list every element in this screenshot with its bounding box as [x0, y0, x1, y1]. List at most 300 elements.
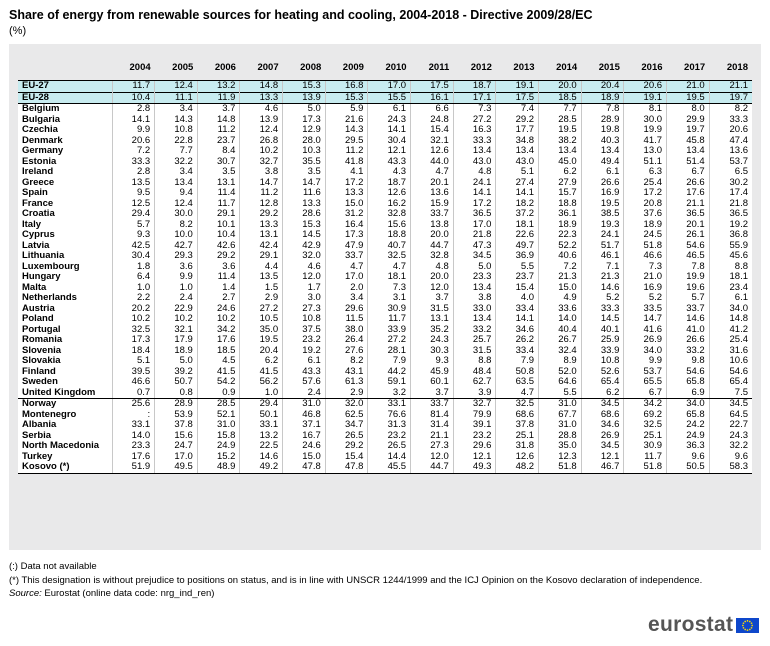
value-cell: 42.6 [197, 241, 240, 252]
value-cell: 26.7 [539, 335, 582, 346]
flag-star [742, 624, 744, 626]
row-label: Estonia [22, 156, 57, 167]
value-cell: 48.9 [197, 462, 240, 473]
table-row [18, 452, 752, 463]
value-cell: 21.8 [453, 230, 496, 241]
value-cell: 20.1 [411, 178, 454, 189]
value-cell: 65.4 [581, 377, 624, 388]
value-cell: 49.7 [496, 241, 539, 252]
value-cell: 5.1 [112, 356, 155, 367]
value-cell: 21.0 [667, 81, 710, 93]
table-row [18, 346, 752, 357]
value-cell: 34.8 [496, 136, 539, 147]
value-cell: 3.5 [283, 167, 326, 178]
value-cell: 26.1 [667, 230, 710, 241]
row-label: Albania [22, 420, 57, 430]
flag-star [745, 620, 747, 622]
value-cell: 20.0 [411, 230, 454, 241]
value-cell: 51.9 [112, 462, 155, 473]
value-cell: 0.8 [155, 388, 198, 399]
value-cell: 18.1 [709, 272, 752, 283]
value-cell: 29.4 [240, 399, 283, 410]
value-cell: 23.2 [453, 431, 496, 442]
value-cell: 32.5 [112, 325, 155, 336]
value-cell: 28.5 [197, 399, 240, 410]
column-header: 2011 [411, 56, 454, 81]
value-cell: 2.7 [197, 293, 240, 304]
flag-star [743, 622, 745, 624]
table-row [18, 251, 752, 262]
value-cell: 21.3 [581, 272, 624, 283]
value-cell: 20.4 [581, 81, 624, 93]
flag-star [747, 629, 749, 631]
value-cell: 24.2 [667, 420, 710, 431]
value-cell: 33.9 [581, 346, 624, 357]
table-header-row [18, 56, 752, 81]
value-cell: 26.4 [325, 335, 368, 346]
value-cell: 13.4 [453, 283, 496, 294]
flag-star [749, 620, 751, 622]
value-cell: 19.3 [581, 220, 624, 231]
value-cell: 26.6 [667, 178, 710, 189]
value-cell: 11.7 [368, 314, 411, 325]
value-cell: 60.1 [411, 377, 454, 388]
value-cell: 31.5 [411, 304, 454, 315]
value-cell: 22.9 [155, 304, 198, 315]
value-cell: 13.4 [667, 146, 710, 157]
value-cell: 13.4 [539, 146, 582, 157]
value-cell: 13.2 [240, 431, 283, 442]
value-cell: 18.8 [539, 199, 582, 210]
value-cell: 51.1 [624, 157, 667, 168]
column-header: 2018 [709, 56, 752, 81]
value-cell: 9.3 [112, 230, 155, 241]
value-cell: 18.1 [496, 220, 539, 231]
value-cell: 32.7 [240, 157, 283, 168]
value-cell: 13.9 [283, 92, 326, 104]
value-cell: 5.7 [112, 220, 155, 231]
value-cell: 7.5 [709, 388, 752, 399]
value-cell: 45.5 [368, 462, 411, 473]
value-cell: 23.4 [709, 283, 752, 294]
value-cell: 36.5 [709, 209, 752, 220]
value-cell: 44.0 [411, 157, 454, 168]
value-cell: 7.7 [539, 104, 582, 115]
value-cell: 14.1 [496, 314, 539, 325]
value-cell: 10.2 [112, 314, 155, 325]
value-cell: 51.7 [581, 241, 624, 252]
value-cell: 41.5 [240, 367, 283, 378]
table-row [18, 157, 752, 168]
column-header: 2016 [624, 56, 667, 81]
table-row [18, 104, 752, 115]
value-cell: 19.2 [283, 346, 326, 357]
value-cell: 39.1 [453, 420, 496, 431]
value-cell: 50.5 [667, 462, 710, 473]
value-cell: 19.1 [496, 81, 539, 93]
value-cell: 26.9 [581, 431, 624, 442]
value-cell: 46.1 [581, 251, 624, 262]
value-cell: 17.6 [197, 335, 240, 346]
value-cell: 79.9 [453, 410, 496, 421]
value-cell: 18.9 [624, 220, 667, 231]
value-cell: 15.0 [539, 283, 582, 294]
value-cell: 65.5 [624, 377, 667, 388]
value-cell: 8.9 [539, 356, 582, 367]
value-cell: 24.1 [581, 230, 624, 241]
table-row [18, 420, 752, 431]
value-cell: 10.3 [283, 146, 326, 157]
value-cell: 18.1 [368, 272, 411, 283]
value-cell: 7.7 [155, 146, 198, 157]
value-cell: 13.3 [325, 188, 368, 199]
value-cell: 8.8 [709, 262, 752, 273]
value-cell: 35.2 [411, 325, 454, 336]
value-cell: 7.9 [368, 356, 411, 367]
value-cell: 30.0 [624, 115, 667, 126]
value-cell: 49.4 [581, 157, 624, 168]
value-cell: 40.7 [368, 241, 411, 252]
value-cell: 0.9 [197, 388, 240, 399]
value-cell: 3.1 [368, 293, 411, 304]
value-cell: 12.1 [453, 452, 496, 463]
value-cell: 51.8 [539, 462, 582, 473]
value-cell: 2.8 [112, 104, 155, 115]
value-cell: 53.7 [624, 367, 667, 378]
flag-star [743, 626, 745, 628]
value-cell: 32.1 [155, 325, 198, 336]
eurostat-logo [648, 613, 759, 637]
row-label: Czechia [22, 125, 58, 135]
table-row [18, 283, 752, 294]
value-cell: 45.0 [539, 157, 582, 168]
value-cell: 19.5 [240, 335, 283, 346]
value-cell: 27.4 [496, 178, 539, 189]
value-cell: 2.4 [155, 293, 198, 304]
value-cell: 47.4 [709, 136, 752, 147]
value-cell: 42.9 [283, 241, 326, 252]
value-cell: 17.2 [325, 178, 368, 189]
row-label: Montenegro [22, 409, 77, 420]
value-cell: 51.4 [667, 157, 710, 168]
value-cell: 15.6 [368, 220, 411, 231]
value-cell: 18.7 [453, 81, 496, 93]
value-cell: 45.9 [411, 367, 454, 378]
value-cell: 17.3 [325, 230, 368, 241]
value-cell: 25.4 [709, 335, 752, 346]
table-row [18, 410, 752, 421]
value-cell: 13.4 [581, 146, 624, 157]
value-cell: 17.2 [453, 199, 496, 210]
value-cell: 14.5 [581, 314, 624, 325]
value-cell: 4.5 [197, 356, 240, 367]
value-cell: 42.5 [112, 241, 155, 252]
value-cell: 37.2 [496, 209, 539, 220]
value-cell: 34.0 [667, 399, 710, 410]
value-cell: 24.3 [411, 335, 454, 346]
value-cell: 13.3 [283, 199, 326, 210]
row-label: Romania [22, 335, 63, 345]
value-cell: 47.9 [325, 241, 368, 252]
table-row [18, 304, 752, 315]
value-cell: 27.9 [539, 178, 582, 189]
value-cell: 53.9 [155, 410, 198, 421]
row-label: Kosovo (*) [18, 462, 112, 473]
value-cell: 33.1 [112, 420, 155, 431]
table-row [18, 220, 752, 231]
value-cell: 24.6 [283, 441, 326, 452]
value-cell: 29.2 [197, 251, 240, 262]
table-row [18, 167, 752, 178]
value-cell: 43.1 [325, 367, 368, 378]
value-cell: 30.0 [155, 209, 198, 220]
value-cell: 41.2 [709, 325, 752, 336]
value-cell: 18.5 [197, 346, 240, 357]
value-cell: 12.4 [155, 81, 198, 93]
value-cell: 6.3 [624, 167, 667, 178]
value-cell: 4.8 [453, 167, 496, 178]
value-cell: 11.7 [624, 452, 667, 463]
flag-star [749, 628, 751, 630]
value-cell: 29.1 [197, 209, 240, 220]
value-cell: 2.8 [112, 167, 155, 178]
value-cell: 65.4 [709, 377, 752, 388]
value-cell: 32.0 [325, 399, 368, 410]
value-cell: 24.1 [453, 178, 496, 189]
row-label: Hungary [22, 272, 61, 282]
value-cell: 45.8 [667, 136, 710, 147]
value-cell: 53.7 [709, 157, 752, 168]
value-cell: 28.9 [581, 115, 624, 126]
value-cell: 13.6 [709, 146, 752, 157]
note-not-available: (:) Data not available [9, 561, 97, 572]
value-cell: 4.4 [240, 262, 283, 273]
table-row [18, 314, 752, 325]
value-cell: 21.8 [709, 199, 752, 210]
value-cell: 13.4 [453, 314, 496, 325]
value-cell: 24.3 [368, 115, 411, 126]
value-cell: 14.8 [240, 81, 283, 93]
value-cell: 34.0 [709, 304, 752, 315]
value-cell: 19.6 [667, 283, 710, 294]
row-label: Spain [22, 188, 48, 198]
value-cell: 54.6 [709, 367, 752, 378]
value-cell: 18.2 [496, 199, 539, 210]
table-row [18, 92, 752, 104]
value-cell: 46.6 [624, 251, 667, 262]
value-cell: 17.4 [709, 188, 752, 199]
value-cell: 34.6 [496, 325, 539, 336]
row-label: Malta [22, 282, 47, 293]
column-header: 2017 [667, 56, 710, 81]
value-cell: 17.3 [283, 115, 326, 126]
value-cell: 61.3 [325, 377, 368, 388]
value-cell: 10.0 [155, 230, 198, 241]
value-cell: 5.1 [496, 167, 539, 178]
value-cell: 2.9 [325, 388, 368, 399]
value-cell: 48.2 [496, 462, 539, 473]
source-label: Source: [9, 588, 42, 599]
value-cell: 15.4 [411, 125, 454, 136]
value-cell: 5.0 [283, 104, 326, 115]
value-cell: 14.1 [112, 115, 155, 126]
value-cell: 6.7 [624, 388, 667, 399]
row-label: Ireland [22, 167, 54, 177]
value-cell: 33.7 [411, 209, 454, 220]
value-cell: 30.4 [368, 136, 411, 147]
column-header: 2009 [325, 56, 368, 81]
value-cell: 33.3 [709, 115, 752, 126]
row-label: Poland [22, 314, 54, 324]
value-cell: 38.2 [539, 136, 582, 147]
value-cell: 8.2 [155, 220, 198, 231]
value-cell: 26.6 [667, 335, 710, 346]
value-cell: 47.8 [283, 462, 326, 473]
value-cell: 76.6 [368, 410, 411, 421]
value-cell: 13.4 [453, 146, 496, 157]
value-cell: 3.6 [155, 262, 198, 273]
value-cell: 37.1 [283, 420, 326, 431]
value-cell: 13.1 [240, 230, 283, 241]
value-cell: 38.0 [325, 325, 368, 336]
column-header: 2008 [283, 56, 326, 81]
value-cell: 19.9 [667, 272, 710, 283]
value-cell: 20.6 [112, 136, 155, 147]
value-cell: 23.2 [368, 431, 411, 442]
value-cell: 14.0 [539, 314, 582, 325]
value-cell: 28.5 [539, 115, 582, 126]
value-cell: 15.3 [283, 81, 326, 93]
value-cell: 38.5 [581, 209, 624, 220]
value-cell: 9.6 [709, 452, 752, 463]
value-cell: 32.2 [709, 441, 752, 452]
value-cell: 62.7 [453, 377, 496, 388]
value-cell: 36.9 [496, 251, 539, 262]
value-cell: 54.6 [667, 367, 710, 378]
value-cell: 3.7 [197, 104, 240, 115]
value-cell: 17.5 [411, 81, 454, 93]
table-row [18, 178, 752, 189]
row-label: Belgium [22, 103, 60, 114]
value-cell: 44.7 [411, 241, 454, 252]
value-cell: 1.5 [240, 283, 283, 294]
value-cell: 49.3 [453, 462, 496, 473]
value-cell: 15.8 [197, 431, 240, 442]
flag-star [747, 620, 749, 622]
value-cell: 52.0 [539, 367, 582, 378]
value-cell: 31.0 [197, 420, 240, 431]
value-cell: 30.9 [624, 441, 667, 452]
row-label: Greece [22, 177, 55, 188]
value-cell: 62.5 [325, 410, 368, 421]
value-cell: 67.7 [539, 410, 582, 421]
value-cell: 11.1 [155, 92, 198, 104]
value-cell: 41.5 [197, 367, 240, 378]
value-cell: 20.8 [624, 199, 667, 210]
value-cell: 65.8 [667, 377, 710, 388]
column-header: 2006 [197, 56, 240, 81]
value-cell: 49.5 [155, 462, 198, 473]
value-cell: 7.3 [368, 283, 411, 294]
value-cell: 33.4 [496, 346, 539, 357]
value-cell: 24.5 [624, 230, 667, 241]
row-label: Luxembourg [22, 261, 80, 272]
value-cell: 68.6 [581, 410, 624, 421]
value-cell: 27.2 [240, 304, 283, 315]
value-cell: 31.0 [539, 420, 582, 431]
value-cell: 33.2 [667, 346, 710, 357]
value-cell: 9.9 [624, 356, 667, 367]
value-cell: 17.1 [453, 92, 496, 104]
value-cell: 28.6 [283, 209, 326, 220]
value-cell: 6.4 [112, 272, 155, 283]
row-label: Finland [22, 366, 56, 377]
value-cell: 13.3 [240, 92, 283, 104]
value-cell: 12.9 [283, 125, 326, 136]
value-cell: 46.7 [581, 462, 624, 473]
value-cell: 36.8 [709, 230, 752, 241]
value-cell: 31.6 [709, 346, 752, 357]
value-cell: 10.6 [709, 356, 752, 367]
value-cell: 4.3 [368, 167, 411, 178]
value-cell: 56.2 [240, 377, 283, 388]
value-cell: 3.9 [453, 388, 496, 399]
value-cell: 30.9 [368, 304, 411, 315]
value-cell: 33.0 [453, 304, 496, 315]
value-cell: 20.2 [112, 304, 155, 315]
value-cell: 17.0 [368, 81, 411, 93]
value-cell: 7.2 [539, 262, 582, 273]
value-cell: 13.1 [197, 178, 240, 189]
value-cell: 11.2 [240, 188, 283, 199]
value-cell: 6.6 [411, 104, 454, 115]
value-cell: 13.2 [197, 81, 240, 93]
value-cell: 33.6 [539, 304, 582, 315]
value-cell: 12.3 [539, 452, 582, 463]
value-cell: 43.3 [283, 367, 326, 378]
value-cell: 31.0 [539, 399, 582, 410]
value-cell: 7.2 [112, 146, 155, 157]
value-cell: 17.5 [496, 92, 539, 104]
value-cell: 40.4 [539, 325, 582, 336]
table-row [18, 441, 752, 452]
value-cell: 4.7 [325, 262, 368, 273]
value-cell: 19.2 [709, 220, 752, 231]
value-cell: 43.3 [368, 157, 411, 168]
value-cell: 25.4 [624, 178, 667, 189]
value-cell: 6.1 [283, 356, 326, 367]
table-row [18, 431, 752, 442]
value-cell: 28.8 [539, 431, 582, 442]
value-cell: 11.2 [325, 146, 368, 157]
value-cell: 14.0 [112, 431, 155, 442]
value-cell: 3.6 [197, 262, 240, 273]
value-cell: 64.5 [709, 410, 752, 421]
value-cell: 35.0 [240, 325, 283, 336]
value-cell: 12.1 [368, 146, 411, 157]
value-cell: 1.7 [283, 283, 326, 294]
row-label: Serbia [22, 430, 52, 441]
value-cell: 30.7 [197, 157, 240, 168]
value-cell: 3.2 [368, 388, 411, 399]
column-header: 2007 [240, 56, 283, 81]
value-cell: 29.2 [496, 115, 539, 126]
value-cell: 46.8 [283, 410, 326, 421]
value-cell: 3.4 [325, 293, 368, 304]
row-label: Croatia [22, 209, 55, 219]
value-cell: 33.3 [581, 304, 624, 315]
value-cell: 35.5 [283, 157, 326, 168]
